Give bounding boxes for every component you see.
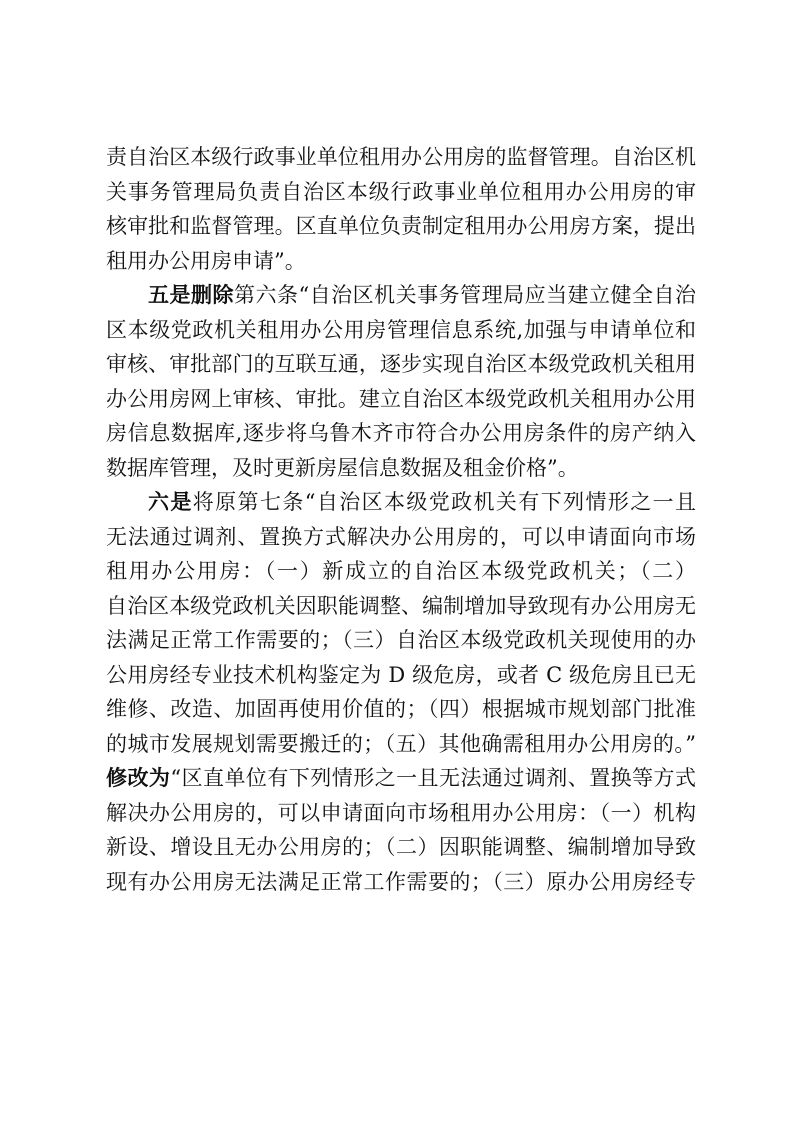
paragraph	[106, 485, 696, 899]
bold-lead: 修改为	[106, 766, 171, 790]
text-line	[106, 278, 696, 313]
line-text: “区直单位有下列情形之一且无法通过调剂、置换等方式	[170, 766, 697, 790]
text-line: 现有办公用房无法满足正常工作需要的；（三）原办公用房经专	[106, 869, 696, 894]
text-line: 公用房经专业技术机构鉴定为 D 级危房，或者 C 级危房且已无	[106, 662, 696, 687]
text-line: 责自治区本级行政事业单位租用办公用房的监督管理。自治区机	[106, 145, 696, 169]
text-line: 区本级党政机关租用办公用房管理信息系统,加强与申请单位和	[106, 317, 696, 342]
text-line: 维修、改造、加固再使用价值的；（四）根据城市规划部门批准	[106, 697, 696, 721]
text-line: 租用办公用房申请”。	[106, 248, 306, 273]
text-line	[106, 761, 696, 796]
text-line: 的城市发展规划需要搬迁的；（五）其他确需租用办公用房的。”	[106, 731, 696, 756]
document-body	[106, 140, 696, 899]
text-line: 审核、审批部门的互联互通，逐步实现自治区本级党政机关租用	[106, 352, 696, 376]
text-line: 房信息数据库,逐步将乌鲁木齐市符合办公用房条件的房产纳入	[106, 421, 696, 445]
paragraph	[106, 278, 696, 485]
text-line: 数据库管理，及时更新房屋信息数据及租金价格”。	[106, 455, 579, 480]
text-line: 新设、增设且无办公用房的；（二）因职能调整、编制增加导致	[106, 835, 696, 859]
text-line: 法满足正常工作需要的；（三）自治区本级党政机关现使用的办	[106, 628, 696, 652]
bold-lead: 六是	[148, 490, 193, 514]
bold-lead: 五是删除	[148, 283, 234, 307]
line-text: 将原第七条“自治区本级党政机关有下列情形之一且	[192, 490, 697, 514]
paragraph	[106, 140, 696, 278]
text-line: 租用办公用房：（一）新成立的自治区本级党政机关；（二）	[106, 559, 696, 583]
text-line: 办公用房网上审核、审批。建立自治区本级党政机关租用办公用	[106, 386, 696, 411]
text-line	[106, 485, 696, 520]
text-line: 核审批和监督管理。区直单位负责制定租用办公用房方案，提出	[106, 214, 696, 238]
text-line: 解决办公用房的，可以申请面向市场租用办公用房：（一）机构	[106, 800, 696, 825]
line-text: 第六条“自治区机关事务管理局应当建立健全自治	[233, 283, 697, 307]
text-line: 无法通过调剂、置换方式解决办公用房的，可以申请面向市场	[106, 524, 696, 549]
text-line: 关事务管理局负责自治区本级行政事业单位租用办公用房的审	[106, 179, 696, 204]
text-line: 自治区本级党政机关因职能调整、编制增加导致现有办公用房无	[106, 593, 696, 618]
